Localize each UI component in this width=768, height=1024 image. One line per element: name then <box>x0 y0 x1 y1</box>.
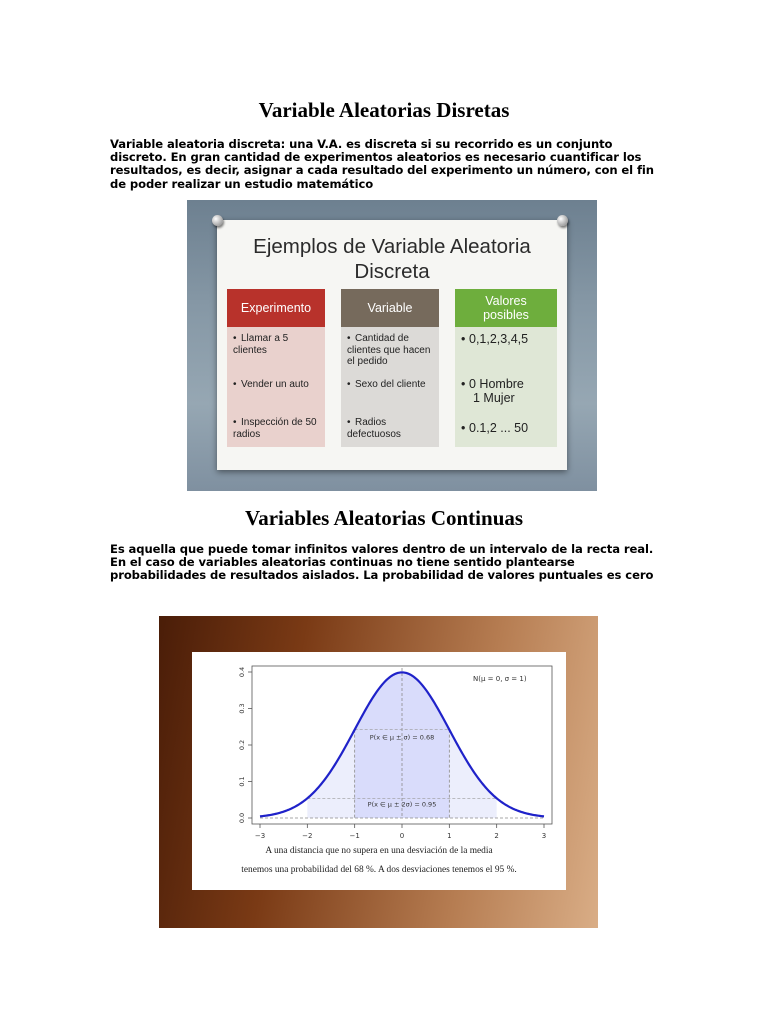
column-header: Valores posibles <box>455 289 557 327</box>
normal-distribution-slide <box>159 616 598 928</box>
y-tick-label: 0.3 <box>238 703 246 714</box>
list-item: • Cantidad de clientes que hacen el pedido <box>347 333 431 367</box>
column-header: Experimento <box>227 289 325 327</box>
chart-caption <box>192 842 566 880</box>
list-item: • 0 Hombre <box>461 377 524 391</box>
x-tick-label: 3 <box>541 832 547 840</box>
annotation-one-sd: P(x ∈ μ ± σ) = 0.68 <box>369 733 435 742</box>
caption-line1: A una distancia que no supera en una desviación de la media <box>265 846 493 856</box>
section-title-continuous: Variables Aleatorias Continuas <box>244 506 524 530</box>
pushpin-icon <box>557 215 568 226</box>
pushpin-icon <box>212 215 223 226</box>
x-tick-label: −2 <box>302 832 313 840</box>
slide-title-line2: Discreta <box>354 260 430 283</box>
slide-title-line1: Ejemplos de Variable Aleatoria <box>253 235 531 258</box>
list-item: • 0.1,2 ... 50 <box>461 421 529 435</box>
normal-density-chart <box>192 652 566 842</box>
x-tick-label: 0 <box>399 832 405 840</box>
list-item: • 0,1,2,3,4,5 <box>461 332 529 346</box>
column-header: Variable <box>341 289 439 327</box>
plot-panel <box>192 652 566 890</box>
column-body <box>227 327 325 447</box>
y-tick-label: 0.1 <box>238 776 246 787</box>
slide-title <box>217 234 567 284</box>
y-tick-label: 0.0 <box>238 812 246 824</box>
list-item: • Inspección de 50 radios <box>233 417 317 440</box>
legend-label: N(μ = 0, σ = 1) <box>473 675 527 684</box>
discrete-examples-slide <box>187 200 597 491</box>
y-tick-label: 0.2 <box>238 739 246 751</box>
column-variable <box>341 289 439 447</box>
list-item: • Llamar a 5 clientes <box>233 333 289 356</box>
annotation-two-sd: P(x ∈ μ ± 2σ) = 0.95 <box>367 800 437 809</box>
column-experimento <box>227 289 325 447</box>
list-item: • Sexo del cliente <box>347 379 426 390</box>
list-item: • Vender un auto <box>233 379 309 390</box>
slide-card <box>217 220 567 470</box>
caption-line2: tenemos una probabilidad del 68 %. A dos desviaciones tenemos el 95 %. <box>241 865 517 875</box>
column-body <box>341 327 439 447</box>
x-tick-label: 1 <box>447 832 452 840</box>
list-item: 1 Mujer <box>473 391 515 405</box>
x-tick-label: −1 <box>349 832 360 840</box>
discrete-definition-text: Variable aleatoria discreta: una V.A. es discreta si su recorrido es un conjunto discreto. En gran cantidad de experimentos aleatorios es necesario cuantificar los resultados, es decir, asignar a cada resultado del experimento un número, con el fin de poder realizar un estudio matemático <box>110 137 654 191</box>
y-tick-label: 0.4 <box>238 666 246 678</box>
section-title-discrete: Variable Aleatorias Disretas <box>258 98 510 122</box>
column-valores-posibles <box>455 289 557 447</box>
continuous-definition-text: Es aquella que puede tomar infinitos valores dentro de un intervalo de la recta real. En el caso de variables aleatorias continuas no tiene sentido plantearse probabilidades de resultados aislados. La probabilidad de valores puntuales es cero <box>110 542 654 583</box>
x-tick-label: 2 <box>494 832 499 840</box>
x-tick-label: −3 <box>254 832 266 840</box>
column-body <box>455 327 557 447</box>
list-item: • Radios defectuosos <box>347 417 401 440</box>
